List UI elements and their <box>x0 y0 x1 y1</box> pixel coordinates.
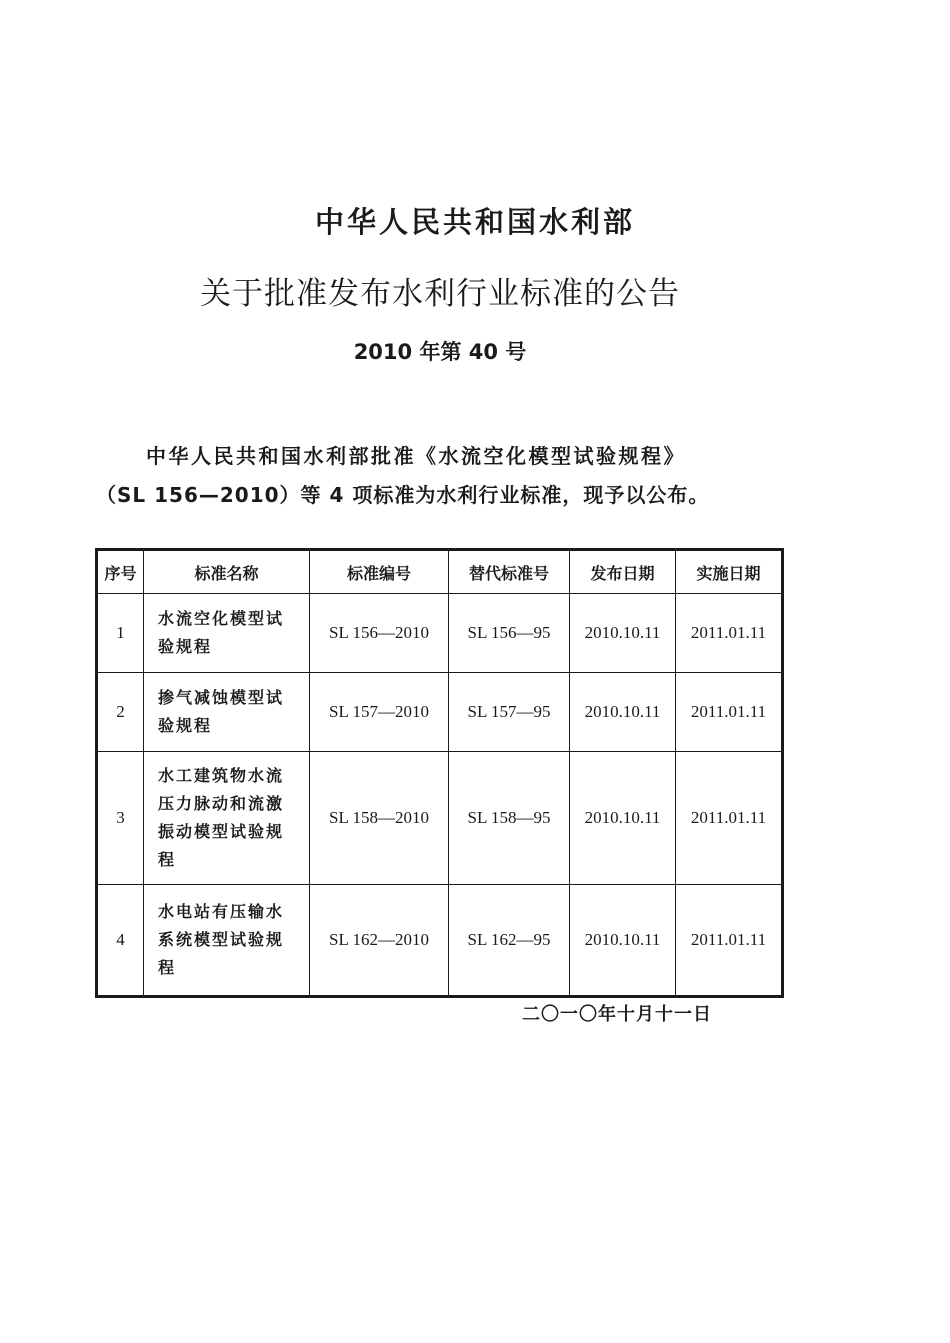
issuing-organization: 中华人民共和国水利部 <box>314 205 635 239</box>
row-replaces: SL 156—95 <box>449 594 570 673</box>
body-text-line-1: 中华人民共和国水利部批准《水流空化模型试验规程》 <box>146 444 686 468</box>
row-effective: 2011.01.11 <box>676 752 783 885</box>
row-issued: 2010.10.11 <box>570 885 676 997</box>
row-issued: 2010.10.11 <box>570 594 676 673</box>
signature-date: 二〇一〇年十月十一日 <box>522 1004 712 1025</box>
table-row <box>97 885 783 997</box>
row-replaces: SL 158—95 <box>449 752 570 885</box>
header-seq: 序号 <box>97 550 144 594</box>
row-effective: 2011.01.11 <box>676 673 783 752</box>
row-code: SL 157—2010 <box>310 673 449 752</box>
announcement-title: 关于批准发布水利行业标准的公告 <box>200 276 680 312</box>
header-name: 标准名称 <box>144 550 310 594</box>
header-issued: 发布日期 <box>570 550 676 594</box>
row-seq: 2 <box>97 673 144 752</box>
row-name: 水电站有压输水系统模型试验规程 <box>144 885 310 997</box>
row-issued: 2010.10.11 <box>570 752 676 885</box>
header-code: 标准编号 <box>310 550 449 594</box>
body-text-line-2: （SL 156—2010）等 4 项标准为水利行业标准，现予以公布。 <box>96 483 710 507</box>
table-header-row <box>97 550 783 594</box>
table-row <box>97 673 783 752</box>
row-seq: 3 <box>97 752 144 885</box>
row-effective: 2011.01.11 <box>676 885 783 997</box>
row-issued: 2010.10.11 <box>570 673 676 752</box>
row-replaces: SL 162—95 <box>449 885 570 997</box>
table-row <box>97 594 783 673</box>
row-seq: 1 <box>97 594 144 673</box>
row-name: 水工建筑物水流压力脉动和流激振动模型试验规程 <box>144 752 310 885</box>
row-seq: 4 <box>97 885 144 997</box>
header-effective: 实施日期 <box>676 550 783 594</box>
row-code: SL 162—2010 <box>310 885 449 997</box>
row-effective: 2011.01.11 <box>676 594 783 673</box>
announcement-number: 2010 年第 40 号 <box>353 340 527 364</box>
standards-table <box>95 548 784 998</box>
row-name: 掺气减蚀模型试验规程 <box>144 673 310 752</box>
row-name: 水流空化模型试验规程 <box>144 594 310 673</box>
table-row <box>97 752 783 885</box>
row-code: SL 156—2010 <box>310 594 449 673</box>
row-replaces: SL 157—95 <box>449 673 570 752</box>
row-code: SL 158—2010 <box>310 752 449 885</box>
header-replaces: 替代标准号 <box>449 550 570 594</box>
